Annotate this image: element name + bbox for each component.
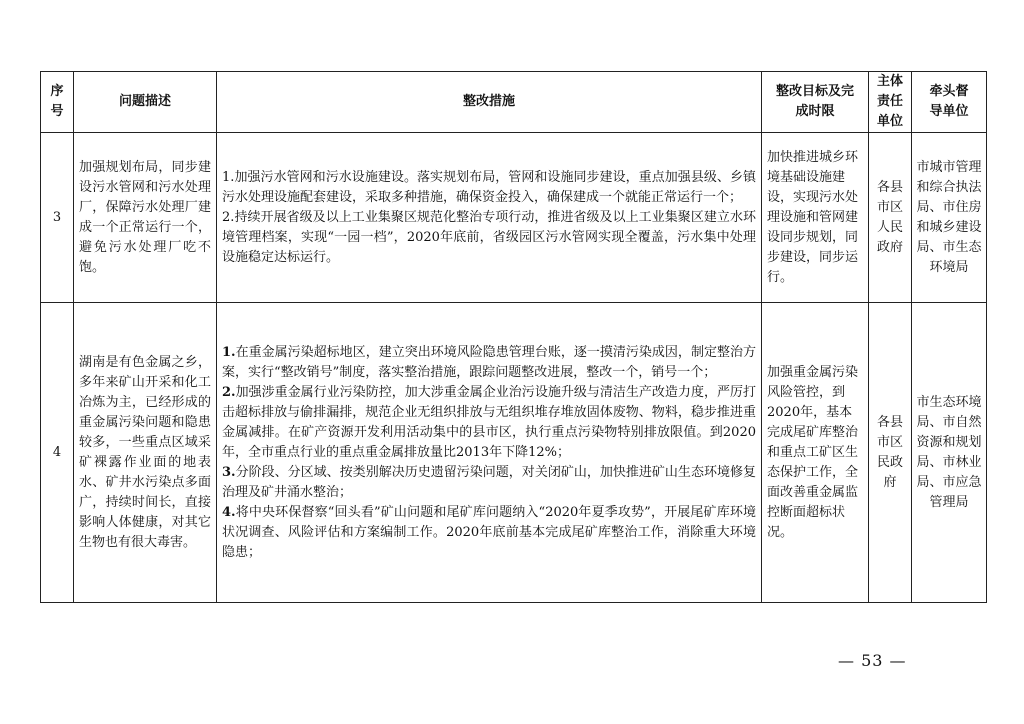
row-problem: 加强规划布局，同步建设污水管网和污水处理厂，保障污水处理厂建成一个正常运行一个，避免污水处理厂吃不饱。 [74, 133, 217, 303]
measure-number: 2. [222, 384, 236, 400]
measure-item [222, 208, 756, 268]
measure-item [222, 168, 756, 208]
measure-text: 分阶段、分区域、按类别解决历史遗留污染问题，对关闭矿山，加快推进矿山生态环境修复治理及矿井涌水整治； [222, 464, 756, 500]
table-row [41, 303, 987, 603]
row-measures [217, 303, 762, 603]
header-problem: 问题描述 [74, 72, 217, 133]
measure-item [222, 503, 756, 563]
measure-item [222, 343, 756, 383]
header-seq: 序号 [41, 72, 74, 133]
row-seq: 4 [41, 303, 74, 603]
row-seq: 3 [41, 133, 74, 303]
row-measures [217, 133, 762, 303]
measure-text: 在重金属污染超标地区，建立突出环境风险隐患管理台账，逐一摸清污染成因，制定整治方案，实行“整改销号”制度，落实整治措施，跟踪问题整改进展，整改一个，销号一个； [222, 344, 756, 380]
row-goal: 加强重金属污染风险管控，到2020年，基本完成尾矿库整治和重点工矿区生态保护工作，全面改善重金属监控断面超标状况。 [762, 303, 869, 603]
row-supervisor: 市城市管理和综合执法局、市住房和城乡建设局、市生态环境局 [912, 133, 987, 303]
header-responsible: 主体责任单位 [869, 72, 912, 133]
measure-item [222, 463, 756, 503]
header-measures: 整改措施 [217, 72, 762, 133]
row-problem: 湖南是有色金属之乡，多年来矿山开采和化工冶炼为主，已经形成的重金属污染问题和隐患较多，一些重点区域采矿裸露作业面的地表水、矿井水污染点多面广，持续时间长，直接影响人体健康，对其它生物也有很大毒害。 [74, 303, 217, 603]
measure-text: 将中央环保督察“回头看”矿山问题和尾矿库问题纳入“2020年夏季攻势”，开展尾矿库环境状况调查、风险评估和方案编制工作。2020年底前基本完成尾矿库整治工作，消除重大环境隐患； [222, 504, 756, 560]
row-supervisor: 市生态环境局、市自然资源和规划局、市林业局、市应急管理局 [912, 303, 987, 603]
measure-number: 1. [222, 344, 236, 360]
measure-text: 加强涉重金属行业污染防控，加大涉重金属企业治污设施升级与清洁生产改造力度，严厉打击超标排放与偷排漏排，规范企业无组织排放与无组织堆存堆放固体废物、物料，稳步推进重金属减排。在矿产资源开发利用活动集中的县市区，执行重点污染物特别排放限值。到2020年，全市重点行业的重点重金属排放量比2013年下降12%； [222, 384, 756, 460]
page-number: — 53 — [838, 651, 907, 670]
measure-number: 4. [222, 504, 236, 520]
table-header-row [41, 72, 987, 133]
rectification-table [40, 71, 987, 603]
measure-item [222, 383, 756, 463]
row-responsible: 各县市区民政府 [869, 303, 912, 603]
row-responsible: 各县市区人民政府 [869, 133, 912, 303]
row-goal: 加快推进城乡环境基础设施建设，实现污水处理设施和管网建设同步规划，同步建设，同步运行。 [762, 133, 869, 303]
measure-text: 1.加强污水管网和污水设施建设。落实规划布局，管网和设施同步建设，重点加强县级、乡镇污水处理设施配套建设，采取多种措施，确保资金投入，确保建成一个就能正常运行一个； [222, 169, 756, 205]
header-goal: 整改目标及完成时限 [762, 72, 869, 133]
measure-number: 3. [222, 464, 236, 480]
table-row [41, 133, 987, 303]
measure-text: 2.持续开展省级及以上工业集聚区规范化整治专项行动，推进省级及以上工业集聚区建立水环境管理档案，实现“一园一档”，2020年底前，省级园区污水管网实现全覆盖，污水集中处理设施稳定达标运行。 [222, 209, 756, 265]
header-supervisor: 牵头督导单位 [912, 72, 987, 133]
